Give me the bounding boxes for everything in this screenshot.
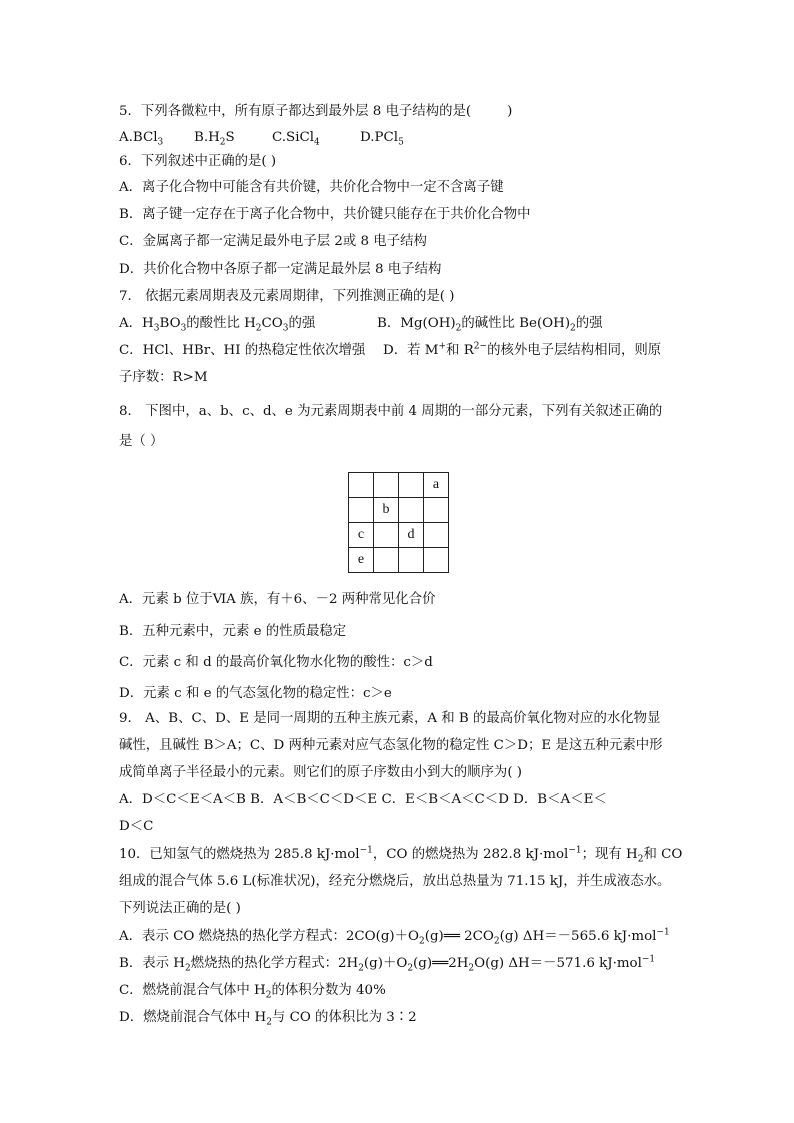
q10-line3: 下列说法正确的是( ) (119, 901, 241, 916)
q7-option-c: C．HCl、HBr、HI 的热稳定性依次增强 (119, 343, 366, 358)
grid-cell (374, 473, 399, 498)
q6-option-a: A．离子化合物中可能含有共价键，共价化合物中一定不含离子键 (119, 180, 504, 195)
q10-option-d: D．燃烧前混合气体中 $H_2$与 CO 的体积比为 3∶2 (119, 1010, 417, 1028)
q10-option-c: C．燃烧前混合气体中 $H_2$的体积分数为 40% (119, 983, 386, 1001)
grid-cell (399, 473, 424, 498)
q5-option-b: $B.H_2S$ (194, 130, 235, 148)
q7-stem: 7． 依据元素周期表及元素周期律，下列推测正确的是( ) (119, 289, 455, 304)
q8-option-d: D．元素 c 和 e 的气态氢化物的稳定性：c＞e (119, 686, 392, 701)
q5-option-c: C.SiCl$_4$ (272, 130, 320, 148)
q10-option-b: B．表示 $H_2$燃烧热的热化学方程式：$2H_2(g)+O_2(g)══2H_2O(g)$ ΔH＝－571.6 kJ·mol$^{-1}$ (119, 954, 656, 974)
q9-options: A．D＜C＜E＜A＜B B．A＜B＜C＜D＜E C．E＜B＜A＜C＜D D．B＜A＜E＜ (119, 792, 607, 807)
q9-line1: 9． A、B、C、D、E 是同一周期的五种主族元素，A 和 B 的最高价氧化物对应的水化物显 (119, 711, 661, 726)
q8-stem-line1: 8． 下图中，a、b、c、d、e 为元素周期表中前 4 周期的一部分元素，下列有关叙述正确的 (119, 404, 663, 419)
grid-cell (399, 498, 424, 523)
q8-option-b: B．五种元素中，元素 e 的性质最稳定 (119, 624, 347, 639)
q7-option-b: B．$Mg(OH)_2$的碱性比 $Be(OH)_2$的强 (377, 316, 603, 334)
q8-stem-line2: 是（ ） (119, 434, 164, 449)
q9-line2: 碱性，且碱性 B＞A；C、D 两种元素对应气态氢化物的稳定性 C＞D；E 是这五种元素中形 (119, 738, 663, 753)
periodic-table-fragment (348, 472, 449, 573)
grid-cell (424, 523, 449, 548)
q6-stem: 6．下列叙述中正确的是( ) (119, 154, 277, 169)
grid-cell (374, 548, 399, 573)
q6-option-b: B．离子键一定存在于离子化合物中，共价键只能存在于共价化合物中 (119, 207, 531, 222)
q5-option-d: D.PCl$_5$ (360, 130, 404, 148)
q9-line3: 成简单离子半径最小的元素。则它们的原子序数由小到大的顺序为( ) (119, 765, 523, 780)
grid-cell (349, 498, 374, 523)
q10-line1: 10．已知氢气的燃烧热为 285.8 kJ·mol$^{-1}$，CO 的燃烧热为 282.8 kJ·mol$^{-1}$；现有 $H_2$和 CO (119, 845, 683, 865)
q6-option-c: C．金属离子都一定满足最外电子层 2或 8 电子结构 (119, 234, 427, 249)
grid-cell (399, 548, 424, 573)
q10-line2: 组成的混合气体 5.6 L(标准状况)，经充分燃烧后，放出总热量为 71.15 kJ，并生成液态水。 (119, 874, 671, 889)
q5-option-a: A.BCl$_3$ (119, 130, 164, 148)
q5-options (119, 129, 404, 147)
grid-cell: b (374, 498, 399, 523)
grid-cell: a (424, 473, 449, 498)
grid-cell: d (399, 523, 424, 548)
q7-option-d: D．若 M+和 $R^{2-}$的核外电子层结构相同，则原 (383, 341, 662, 358)
q10-option-a: A．表示 CO 燃烧热的热化学方程式：$2CO(g)+O_2(g)══$ $2CO_2(g)$ ΔH＝－565.6 kJ·mol$^{-1}$ (119, 927, 670, 947)
grid-cell: c (349, 523, 374, 548)
q7-options-cd (119, 342, 661, 360)
grid-cell (424, 548, 449, 573)
q9-options-cont: D＜C (119, 819, 154, 834)
q7-option-d-cont: 子序数：R>M (119, 370, 208, 385)
q6-option-d: D．共价化合物中各原子都一定满足最外层 8 电子结构 (119, 262, 442, 277)
grid-cell: e (349, 548, 374, 573)
q8-option-c: C．元素 c 和 d 的最高价氧化物水化物的酸性：c＞d (119, 655, 433, 670)
grid-cell (424, 498, 449, 523)
grid-cell (349, 473, 374, 498)
q7-option-a: A．$H_3BO_3$的酸性比 $H_2CO_3$的强 (119, 316, 316, 334)
q5-stem: 5．下列各微粒中，所有原子都达到最外层 8 电子结构的是( ) (119, 104, 513, 119)
grid-cell (374, 523, 399, 548)
q7-options-ab (119, 315, 603, 333)
q8-option-a: A．元素 b 位于ⅥA 族，有＋6、－2 两种常见化合价 (119, 592, 436, 607)
